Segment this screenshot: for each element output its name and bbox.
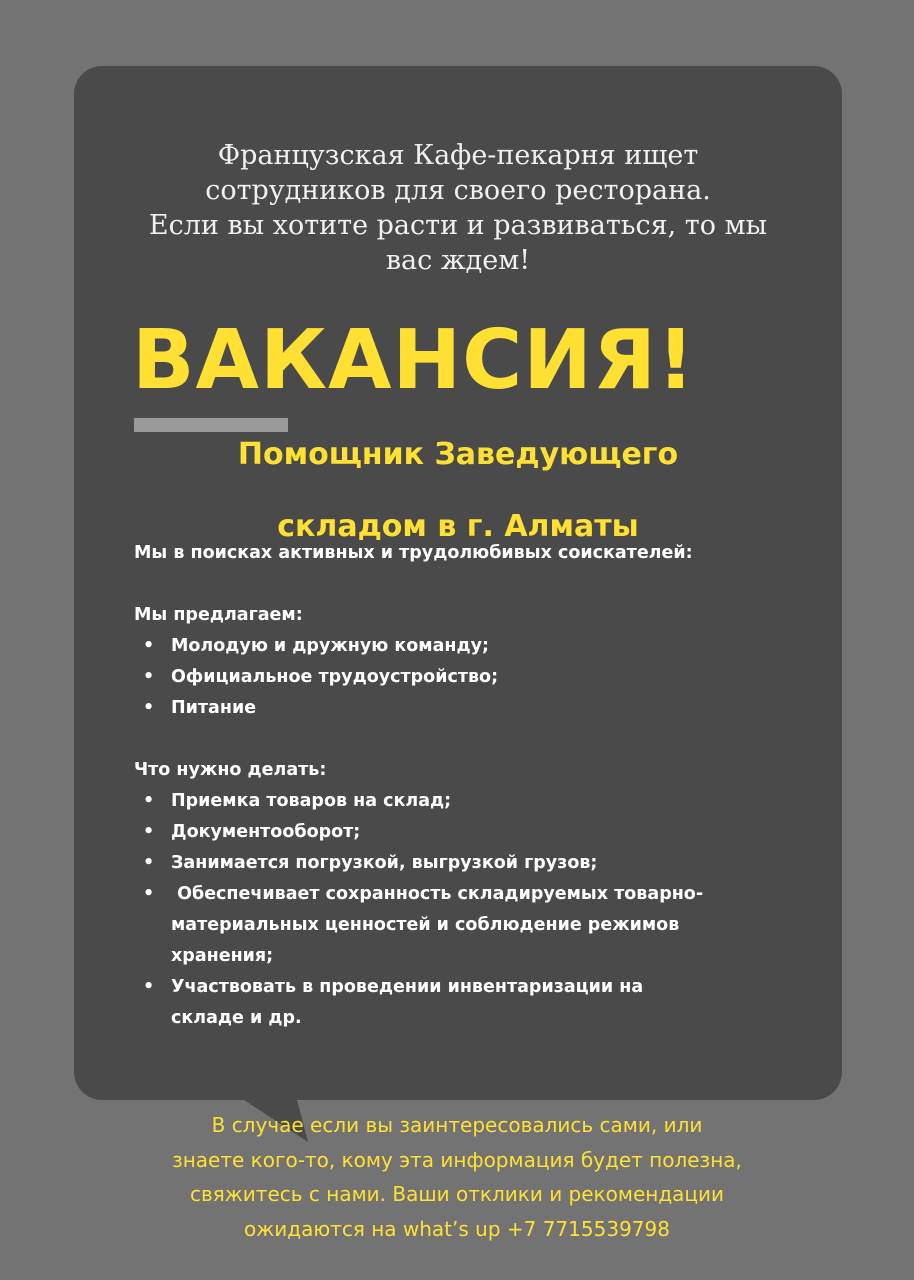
contact-footer xyxy=(0,1108,914,1246)
position-title-line: складом в г. Алматы xyxy=(277,509,639,544)
list-item: • Молодую и дружную команду; xyxy=(134,631,814,662)
intro-line: вас ждем! xyxy=(385,245,531,276)
intro-text xyxy=(74,138,842,278)
footer-line: В случае если вы заинтересовались сами, или xyxy=(211,1113,703,1137)
intro-line: сотрудников для своего ресторана. xyxy=(205,175,711,206)
duties-list xyxy=(134,786,814,1034)
footer-line: ожидаются на what’s up +7 7715539798 xyxy=(244,1216,670,1241)
divider-bar xyxy=(134,418,288,432)
job-description xyxy=(134,538,814,1034)
list-item xyxy=(134,879,814,972)
position-title-line: Помощник Заведующего xyxy=(237,437,679,472)
duties-heading: Что нужно делать: xyxy=(134,760,327,780)
list-item: • Приемка товаров на склад; xyxy=(134,786,814,817)
list-item-line: хранения; xyxy=(171,946,274,966)
vacancy-headline: ВАКАНСИЯ! xyxy=(132,313,696,408)
offer-heading: Мы предлагаем: xyxy=(134,605,303,625)
list-item-line: • Обеспечивает сохранность складируемых товарно- xyxy=(171,884,704,904)
list-item: • Документооборот; xyxy=(134,817,814,848)
list-item xyxy=(134,972,814,1034)
search-text: Мы в поисках активных и трудолюбивых соискателей: xyxy=(134,543,693,563)
list-item-line: складе и др. xyxy=(171,1008,302,1028)
footer-line: знаете кого-то, кому эта информация будет полезна, xyxy=(172,1147,742,1172)
list-item-line: • Участвовать в проведении инвентаризации на xyxy=(171,977,644,997)
offer-list xyxy=(134,631,814,724)
position-title xyxy=(74,432,842,550)
intro-line: Французская Кафе-пекарня ищет xyxy=(217,140,699,171)
intro-line: Если вы хотите расти и развиваться, то мы xyxy=(148,210,768,241)
list-item: • Питание xyxy=(134,693,814,724)
footer-line: свяжитесь с нами. Ваши отклики и рекомендации xyxy=(189,1182,725,1206)
list-item-line: материальных ценностей и соблюдение режимов xyxy=(171,915,680,935)
list-item: • Официальное трудоустройство; xyxy=(134,662,814,693)
list-item: • Занимается погрузкой, выгрузкой грузов; xyxy=(134,848,814,879)
